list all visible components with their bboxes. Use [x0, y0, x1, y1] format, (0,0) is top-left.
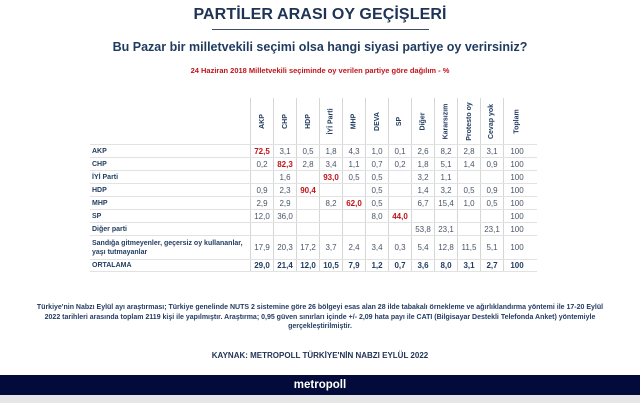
table-cell: 8,2: [319, 197, 342, 209]
table-cell: 82,3: [273, 158, 296, 170]
table-cell: 0,9: [250, 184, 273, 196]
table-cell: [296, 171, 319, 183]
table-cell: 44,0: [388, 210, 411, 222]
table-cell: 100: [503, 171, 530, 183]
table-cell: [342, 184, 365, 196]
table-cell: [480, 171, 503, 183]
column-header-label: Protesto oy: [465, 101, 473, 141]
column-header-label: AKP: [258, 113, 266, 129]
table-cell: 1,1: [342, 158, 365, 170]
brand-bar: [0, 375, 640, 395]
column-header: [296, 98, 319, 144]
row-label: CHP: [92, 160, 107, 168]
table-row: [90, 157, 537, 170]
table-cell: 2,4: [342, 236, 365, 259]
table-cell: [319, 223, 342, 235]
table-cell: 6,7: [411, 197, 434, 209]
table-cell: 1,8: [411, 158, 434, 170]
column-header-label: HDP: [304, 113, 312, 129]
table-cell: [296, 210, 319, 222]
table-cell: 0,5: [365, 171, 388, 183]
table-cell: 21,4: [273, 260, 296, 271]
column-header-label: CHP: [281, 113, 289, 129]
table-cell: 29,0: [250, 260, 273, 271]
table-cell: 1,1: [434, 171, 457, 183]
row-label: SP: [92, 212, 102, 220]
column-header: [365, 98, 388, 144]
table-cell: 4,3: [342, 145, 365, 157]
table-row: [90, 209, 537, 222]
table-cell: 100: [503, 145, 530, 157]
table-cell: [296, 223, 319, 235]
table-cell: 2,8: [296, 158, 319, 170]
table-cell: 3,4: [365, 236, 388, 259]
table-cell: [434, 210, 457, 222]
table-cell: [411, 210, 434, 222]
table-row: [90, 222, 537, 235]
column-header: [457, 98, 480, 144]
table-cell: 36,0: [273, 210, 296, 222]
average-row: [90, 259, 537, 272]
table-row: [90, 144, 537, 157]
table-cell: 5,4: [411, 236, 434, 259]
column-header-label: MHP: [350, 113, 358, 129]
table-cell: 17,9: [250, 236, 273, 259]
table-cell: 1,6: [273, 171, 296, 183]
row-label: AKP: [92, 147, 107, 155]
column-header: [388, 98, 411, 144]
table-cell: [388, 171, 411, 183]
table-cell: 8,0: [365, 210, 388, 222]
table-cell: 15,4: [434, 197, 457, 209]
table-cell: 0,7: [388, 260, 411, 271]
table-cell: [250, 223, 273, 235]
table-cell: 23,1: [480, 223, 503, 235]
table-cell: 2,9: [273, 197, 296, 209]
table-cell: 1,4: [457, 158, 480, 170]
survey-question: Bu Pazar bir milletvekili seçimi olsa hangi siyasi partiye oy verirsiniz?: [112, 40, 528, 54]
table-cell: 1,0: [457, 197, 480, 209]
table-cell: 2,6: [411, 145, 434, 157]
table-cell: 62,0: [342, 197, 365, 209]
column-header-label: Diğer: [419, 112, 427, 130]
column-header: [434, 98, 457, 144]
table-cell: 0,1: [388, 145, 411, 157]
column-header-label: Toplam: [513, 108, 521, 134]
column-header-label: Cevap yok: [488, 103, 496, 139]
row-label: HDP: [92, 186, 107, 194]
table-cell: 8,0: [434, 260, 457, 271]
table-cell: 12,0: [250, 210, 273, 222]
table-cell: 12,0: [296, 260, 319, 271]
column-header: [411, 98, 434, 144]
table-cell: 8,2: [434, 145, 457, 157]
table-cell: [250, 171, 273, 183]
table-cell: 12,8: [434, 236, 457, 259]
table-cell: [319, 210, 342, 222]
table-cell: 2,9: [250, 197, 273, 209]
column-header: [503, 98, 530, 144]
column-header-label: İYİ Parti: [327, 107, 335, 135]
table-cell: 2,7: [480, 260, 503, 271]
table-cell: 3,1: [273, 145, 296, 157]
table-cell: 0,5: [365, 197, 388, 209]
table-cell: [457, 210, 480, 222]
table-cell: 7,9: [342, 260, 365, 271]
row-label: MHP: [92, 199, 108, 207]
table-cell: 20,3: [273, 236, 296, 259]
page-title: PARTİLER ARASI OY GEÇİŞLERİ: [193, 6, 447, 23]
table-cell: 3,1: [480, 145, 503, 157]
table-row: [90, 170, 537, 183]
table-cell: 0,3: [388, 236, 411, 259]
table-cell: 90,4: [296, 184, 319, 196]
table-cell: 72,5: [250, 145, 273, 157]
table-cell: 0,9: [480, 158, 503, 170]
table-cell: 100: [503, 260, 530, 271]
table-row: [90, 196, 537, 209]
table-cell: 3,1: [457, 260, 480, 271]
table-cell: [457, 223, 480, 235]
row-label: Sandığa gitmeyenler, geçersiz oy kullananlar, yaşı tutmayanlar: [92, 239, 243, 256]
source-line: KAYNAK: METROPOLL TÜRKİYE'NİN NABZI EYLÜL 2022: [211, 351, 429, 360]
table-cell: 93,0: [319, 171, 342, 183]
table-cell: 5,1: [434, 158, 457, 170]
column-header: [342, 98, 365, 144]
methodology-note: Türkiye'nin Nabzı Eylül ayı araştırması; Türkiye genelinde NUTS 2 sistemine göre 26 bölgeyi esas alan 28 ilde tabakalı örnekleme ve ağırlıklandırma yöntemi ile 17-20 Eylül 2022 tarihleri arasında toplam 2119 kişi ile yapılmıştır. Araştırma; 0,95 güven sınırları içinde +/- 2,09 hata payı ile CATI (Bilgisayar Destekli Telefonda Anket) yöntemiyle gerçekleştirilmiştir.: [36, 304, 604, 330]
column-header-label: Kararsızım: [442, 103, 450, 139]
row-label: Diğer parti: [92, 225, 128, 233]
table-cell: 3,7: [319, 236, 342, 259]
column-header: [480, 98, 503, 144]
table-cell: [388, 197, 411, 209]
table-cell: 3,4: [319, 158, 342, 170]
table-cell: 0,7: [365, 158, 388, 170]
table-cell: 0,5: [457, 184, 480, 196]
table-cell: 0,5: [296, 145, 319, 157]
table-cell: 100: [503, 223, 530, 235]
bottom-strip: [0, 395, 640, 403]
table-cell: [457, 171, 480, 183]
brand-logo-text: metropoll: [293, 379, 347, 391]
table-cell: 5,1: [480, 236, 503, 259]
table-cell: 1,2: [365, 260, 388, 271]
column-header: [319, 98, 342, 144]
table-cell: 100: [503, 158, 530, 170]
table-cell: [296, 197, 319, 209]
table-cell: 0,2: [388, 158, 411, 170]
table-cell: 100: [503, 197, 530, 209]
table-cell: 53,8: [411, 223, 434, 235]
table-cell: 2,3: [273, 184, 296, 196]
table-cell: 100: [503, 236, 530, 259]
table-cell: 0,9: [480, 184, 503, 196]
table-cell: 0,2: [250, 158, 273, 170]
table-cell: 1,4: [411, 184, 434, 196]
table-cell: 0,5: [365, 184, 388, 196]
table-cell: 3,2: [434, 184, 457, 196]
table-cell: 3,2: [411, 171, 434, 183]
table-row: [90, 235, 537, 259]
table-cell: [342, 223, 365, 235]
row-label: ORTALAMA: [92, 262, 132, 269]
table-cell: 23,1: [434, 223, 457, 235]
table-cell: 11,5: [457, 236, 480, 259]
table-cell: [273, 223, 296, 235]
table-cell: [480, 210, 503, 222]
table-cell: [342, 210, 365, 222]
row-label: İYİ Parti: [92, 173, 119, 181]
column-header-label: SP: [396, 116, 404, 126]
table-cell: [388, 223, 411, 235]
column-header: [250, 98, 273, 144]
table-cell: 0,5: [342, 171, 365, 183]
table-cell: [388, 184, 411, 196]
table-row: [90, 183, 537, 196]
table-cell: [365, 223, 388, 235]
table-cell: 100: [503, 184, 530, 196]
table-cell: 2,8: [457, 145, 480, 157]
table-cell: 17,2: [296, 236, 319, 259]
column-header: [273, 98, 296, 144]
table-cell: 100: [503, 210, 530, 222]
column-header-label: DEVA: [373, 111, 381, 131]
table-subtitle: 24 Haziran 2018 Milletvekili seçiminde oy verilen partiye göre dağılım - %: [190, 66, 450, 75]
table-cell: [319, 184, 342, 196]
title-underline: [212, 29, 429, 30]
table-cell: 1,8: [319, 145, 342, 157]
table-cell: 3,6: [411, 260, 434, 271]
table-cell: 1,0: [365, 145, 388, 157]
table-cell: 10,5: [319, 260, 342, 271]
table-cell: 0,5: [480, 197, 503, 209]
